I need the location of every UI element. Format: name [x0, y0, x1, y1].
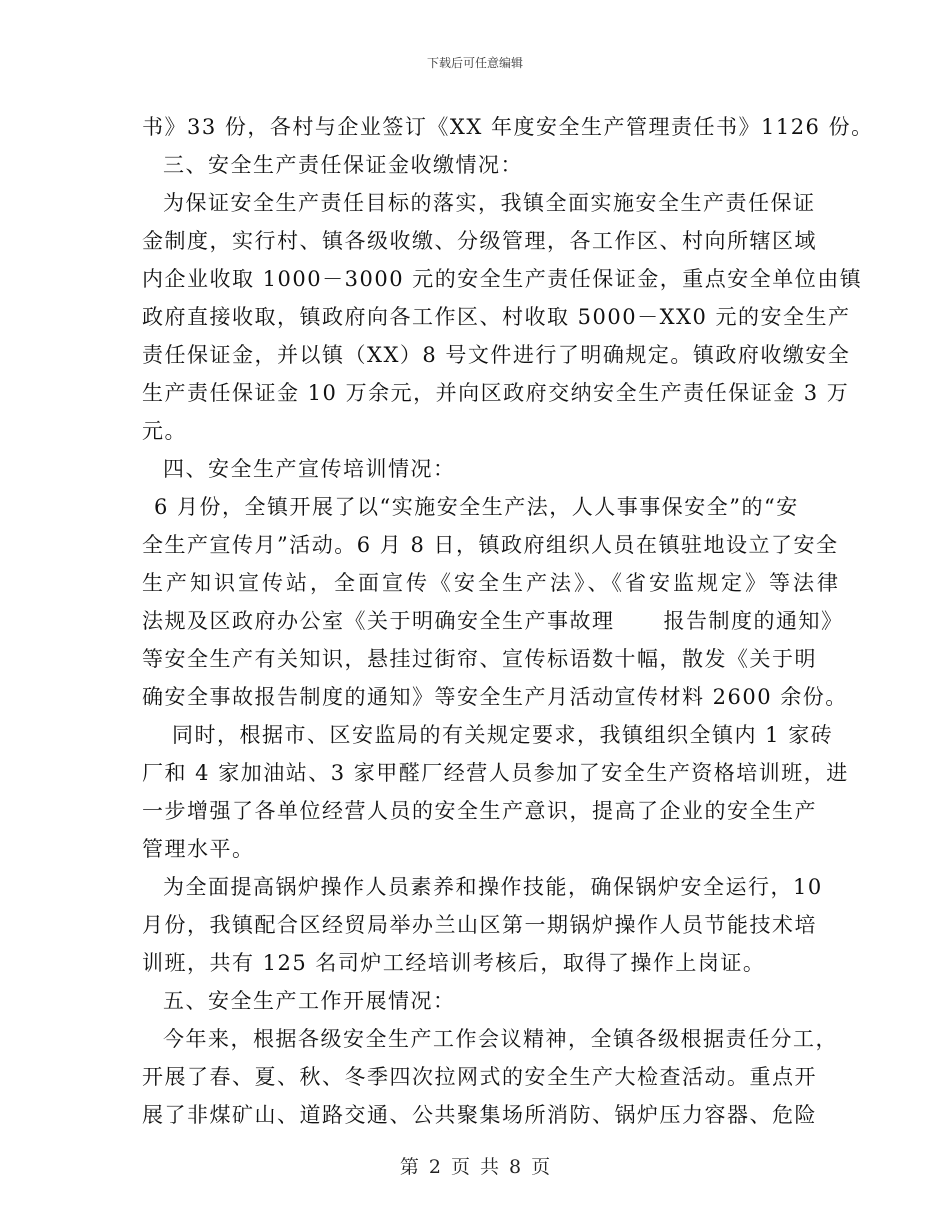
paragraph-line: 6 月份，全镇开展了以“实施安全生产法，人人事事保安全”的“安: [154, 495, 799, 519]
paragraph-line: 厂和 4 家加油站、3 家甲醛厂经营人员参加了安全生产资格培训班，进: [142, 761, 849, 785]
paragraph-line: 生产责任保证金 10 万余元，并向区政府交纳安全生产责任保证金 3 万: [142, 381, 850, 405]
paragraph-line: 为保证安全生产责任目标的落实，我镇全面实施安全生产责任保证: [163, 191, 816, 215]
paragraph-line: 书》33 份，各村与企业签订《XX 年度安全生产管理责任书》1126 份。: [142, 115, 874, 139]
header-note: 下载后可任意编辑: [426, 56, 523, 70]
paragraph-line: 内企业收取 1000－3000 元的安全生产责任保证金，重点安全单位由镇: [142, 267, 863, 291]
section-heading: 五、安全生产工作开展情况：: [163, 989, 456, 1013]
paragraph-line: 今年来，根据各级安全生产工作会议精神，全镇各级根据责任分工，: [163, 1027, 838, 1051]
page-footer: 第 2 页 共 8 页: [399, 1156, 551, 1178]
paragraph-line: 一步增强了各单位经营人员的安全生产意识，提高了企业的安全生产: [142, 799, 817, 823]
paragraph-line: 为全面提高锅炉操作人员素养和操作技能，确保锅炉安全运行，10: [163, 875, 823, 899]
paragraph-line: 同时，根据市、区安监局的有关规定要求，我镇组织全镇内 1 家砖: [172, 723, 834, 747]
paragraph-line: 确安全事故报告制度的通知》等安全生产月活动宣传材料 2600 余份。: [142, 685, 848, 709]
paragraph-line: 月份，我镇配合区经贸局举办兰山区第一期锅炉操作人员节能技术培: [142, 913, 817, 937]
paragraph-line: 责任保证金，并以镇（XX）8 号文件进行了明确规定。镇政府收缴安全: [142, 343, 851, 367]
document-body: [142, 108, 874, 1134]
paragraph-line: 展了非煤矿山、道路交通、公共聚集场所消防、锅炉压力容器、危险: [142, 1103, 817, 1127]
paragraph-line: 等安全生产有关知识，悬挂过街帘、宣传标语数十幅，散发《关于明: [142, 647, 817, 671]
paragraph-line: 政府直接收取，镇政府向各工作区、村收取 5000－XX0 元的安全生产: [142, 305, 851, 329]
paragraph-line: 开展了春、夏、秋、冬季四次拉网式的安全生产大检查活动。重点开: [142, 1065, 817, 1089]
paragraph-line: 训班，共有 125 名司炉工经培训考核后，取得了操作上岗证。: [142, 951, 766, 975]
paragraph-line: 生产知识宣传站，全面宣传《安全生产法》、《省安监规定》等法律: [142, 571, 841, 595]
paragraph-line: 管理水平。: [142, 837, 255, 861]
section-heading: 四、安全生产宣传培训情况：: [163, 457, 456, 481]
paragraph-line: 元。: [142, 419, 187, 443]
section-heading: 三、安全生产责任保证金收缴情况：: [163, 153, 523, 177]
paragraph-line: 全生产宣传月”活动。6 月 8 日，镇政府组织人员在镇驻地设立了安全: [142, 533, 839, 557]
paragraph-line: 金制度，实行村、镇各级收缴、分级管理，各工作区、村向所辖区域: [142, 229, 817, 253]
paragraph-line: 法规及区政府办公室《关于明确安全生产事故理 报告制度的通知》: [142, 609, 844, 633]
